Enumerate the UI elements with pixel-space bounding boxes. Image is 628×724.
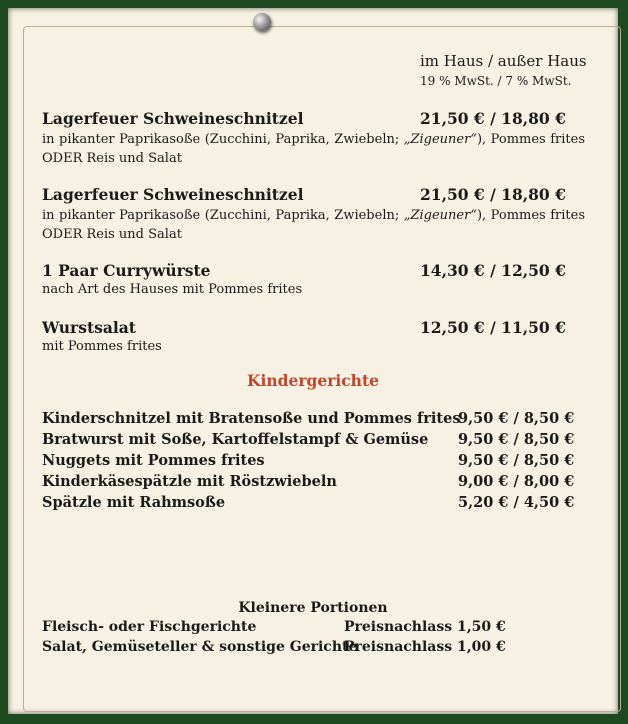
kids-item: Kinderkäsespätzle mit Röstzwiebeln (42, 473, 337, 490)
portion-item: Fleisch- oder Fischgerichte (42, 619, 257, 635)
portion-discount: Preisnachlass 1,50 € (344, 619, 506, 635)
kids-item: Kinderschnitzel mit Bratensoße und Pommes frites (42, 410, 461, 427)
dish-description: in pikanter Paprikasoße (Zucchini, Paprika, Zwiebeln; „Zigeuner“), Pommes frites ODER Reis und Salat (42, 208, 585, 242)
portion-item: Salat, Gemüseteller & sonstige Gerichte (42, 639, 358, 655)
dish-price: 12,50 € / 11,50 € (420, 318, 566, 337)
section-title-portions: Kleinere Portionen (238, 600, 388, 616)
dish-price: 14,30 € / 12,50 € (420, 261, 566, 280)
dish-description: nach Art des Hauses mit Pommes frites (42, 282, 303, 297)
dish-name: Wurstsalat (42, 318, 136, 337)
kids-item: Bratwurst mit Soße, Kartoffelstampf & Gemüse (42, 431, 429, 448)
kids-item: Spätzle mit Rahmsoße (42, 494, 226, 511)
kids-price: 9,50 € / 8,50 € (458, 452, 575, 469)
dish-price: 21,50 € / 18,80 € (420, 109, 566, 128)
kids-price: 5,20 € / 4,50 € (458, 494, 575, 511)
dish-name: Lagerfeuer Schweineschnitzel (42, 109, 304, 128)
kids-price: 9,50 € / 8,50 € (458, 431, 575, 448)
dish-description: mit Pommes frites (42, 339, 162, 354)
kids-item: Nuggets mit Pommes frites (42, 452, 265, 469)
header-vat: 19 % MwSt. / 7 % MwSt. (420, 74, 572, 88)
kids-price: 9,50 € / 8,50 € (458, 410, 575, 427)
dish-price: 21,50 € / 18,80 € (420, 185, 566, 204)
pin-icon (253, 13, 271, 31)
header-location: im Haus / außer Haus (420, 52, 587, 70)
section-title-kids: Kindergerichte (247, 371, 379, 390)
portion-discount: Preisnachlass 1,00 € (344, 639, 506, 655)
dish-description: in pikanter Paprikasoße (Zucchini, Paprika, Zwiebeln; „Zigeuner“), Pommes frites ODER Reis und Salat (42, 132, 585, 166)
kids-price: 9,00 € / 8,00 € (458, 473, 575, 490)
menu-page (8, 8, 618, 714)
dish-name: 1 Paar Currywürste (42, 261, 211, 280)
dish-name: Lagerfeuer Schweineschnitzel (42, 185, 304, 204)
